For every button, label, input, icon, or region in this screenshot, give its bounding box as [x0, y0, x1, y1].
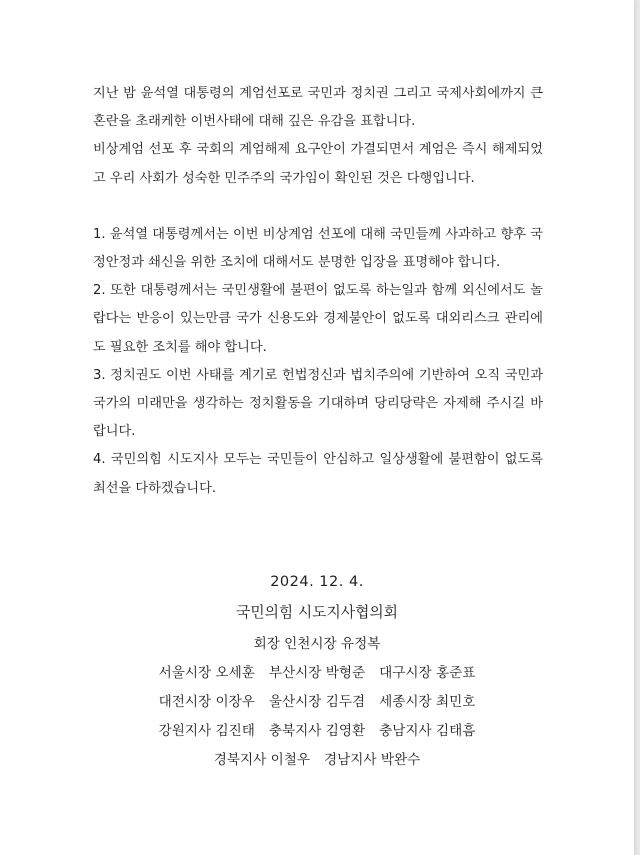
issue-date: 2024. 12. 4. — [270, 574, 364, 590]
member-name: 경북지사 이철우 — [213, 752, 310, 768]
member-row — [0, 746, 634, 775]
point-1: 1. 윤석열 대통령께서는 이번 비상계엄 선포에 대해 국민들께 사과하고 향후 국정안정과 쇄신을 위한 조치에 대해서도 분명한 입장을 표명해야 합니다. — [93, 226, 543, 271]
paragraph-gap — [93, 193, 543, 221]
member-row — [0, 659, 634, 688]
member-name: 서울시장 오세훈 — [158, 665, 255, 681]
chair-line: 회장 인천시장 유정복 — [253, 636, 381, 652]
member-row — [0, 717, 634, 746]
member-name: 강원지사 김진태 — [158, 723, 255, 739]
member-name: 대구시장 홍준표 — [379, 665, 476, 681]
signature-block — [0, 568, 634, 775]
member-row — [0, 688, 634, 717]
member-name: 충남지사 김태흠 — [379, 723, 476, 739]
point-3: 3. 정치권도 이번 사태를 계기로 헌법정신과 법치주의에 기반하여 오직 국민과 국가의 미래만을 생각하는 정치활동을 기대하며 당리당략은 자제해 주시길 바랍니다. — [93, 367, 543, 440]
member-name: 울산시장 김두겸 — [268, 694, 366, 710]
intro-paragraph-1: 지난 밤 윤석열 대통령의 계엄선포로 국민과 정치권 그리고 국제사회에까지 큰 혼란을 초래케한 이번사태에 대해 깊은 유감을 표합니다. — [93, 86, 543, 130]
intro-paragraph-2: 비상계엄 선포 후 국회의 계엄해제 요구안이 가결되면서 계엄은 즉시 해제되었고 우리 사회가 성숙한 민주주의 국가임이 확인된 것은 다행입니다. — [93, 142, 543, 186]
member-name: 부산시장 박형준 — [268, 665, 366, 681]
member-name: 충북지사 김영환 — [268, 723, 366, 739]
point-4: 4. 국민의힘 시도지사 모두는 국민들이 안심하고 일상생활에 불편함이 없도록 최선을 다하겠습니다. — [93, 452, 543, 496]
statement-body — [93, 80, 543, 503]
point-2: 2. 또한 대통령께서는 국민생활에 불편이 없도록 하는일과 함께 외신에서도 놀랍다는 반응이 있는만큼 국가 신용도와 경제불안이 없도록 대외리스크 관리에도 필요한 조치를 해야 합니다. — [93, 283, 543, 355]
member-name: 대전시장 이장우 — [158, 694, 255, 710]
member-name: 경남지사 박완수 — [324, 752, 421, 768]
organization-name: 국민의힘 시도지사협의회 — [236, 604, 398, 621]
member-name: 세종시장 최민호 — [379, 694, 476, 710]
